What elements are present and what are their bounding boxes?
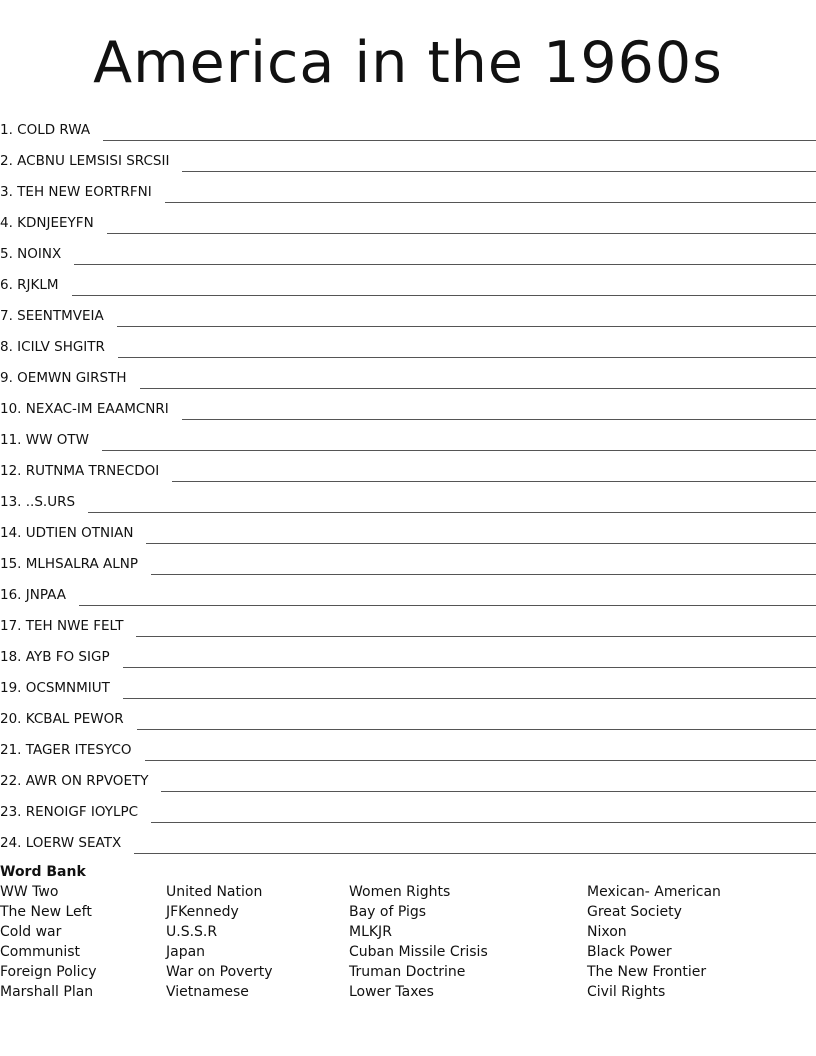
question-text: 13. ..S.URS (0, 494, 76, 510)
question-text: 23. RENOIGF IOYLPC (0, 804, 139, 820)
question-row (0, 173, 816, 204)
question-row (0, 607, 816, 638)
question-row (0, 235, 816, 266)
answer-line[interactable] (145, 759, 816, 761)
word-bank-column (166, 882, 273, 1002)
question-row (0, 328, 816, 359)
word-bank-item: MLKJR (349, 924, 392, 940)
question-text: 3. TEH NEW EORTRFNI (0, 184, 152, 200)
answer-line[interactable] (123, 697, 816, 699)
word-bank-item: The New Frontier (587, 964, 707, 980)
word-bank (0, 862, 816, 1002)
question-text: 1. COLD RWA (0, 122, 91, 138)
word-bank-item: Foreign Policy (0, 964, 97, 980)
question-row (0, 793, 816, 824)
question-text: 6. RJKLM (0, 277, 59, 293)
answer-line[interactable] (72, 294, 816, 296)
question-row (0, 266, 816, 297)
question-text: 5. NOINX (0, 246, 62, 262)
word-bank-item: WW Two (0, 884, 59, 900)
question-row (0, 359, 816, 390)
answer-line[interactable] (123, 666, 816, 668)
word-bank-title: Word Bank (0, 864, 86, 880)
question-text: 2. ACBNU LEMSISI SRCSII (0, 153, 170, 169)
question-row (0, 514, 816, 545)
question-text: 18. AYB FO SIGP (0, 649, 110, 665)
word-bank-item: Nixon (587, 924, 627, 940)
word-bank-item: U.S.S.R (166, 924, 218, 940)
answer-line[interactable] (140, 387, 816, 389)
question-text: 21. TAGER ITESYCO (0, 742, 132, 758)
answer-line[interactable] (151, 821, 816, 823)
word-bank-item: United Nation (166, 884, 263, 900)
question-text: 9. OEMWN GIRSTH (0, 370, 127, 386)
answer-line[interactable] (74, 263, 816, 265)
answer-line[interactable] (103, 139, 816, 141)
question-row (0, 111, 816, 142)
question-text: 19. OCSMNMIUT (0, 680, 110, 696)
question-row (0, 142, 816, 173)
word-bank-column (349, 882, 488, 1002)
word-bank-item: Communist (0, 944, 81, 960)
word-bank-item: Cold war (0, 924, 62, 940)
question-text: 7. SEENTMVEIA (0, 308, 104, 324)
question-text: 22. AWR ON RPVOETY (0, 773, 149, 789)
word-bank-item: Civil Rights (587, 984, 666, 1000)
word-bank-column (0, 882, 97, 1002)
answer-line[interactable] (79, 604, 816, 606)
word-bank-item: Women Rights (349, 884, 451, 900)
question-row (0, 421, 816, 452)
question-row (0, 638, 816, 669)
question-text: 17. TEH NWE FELT (0, 618, 124, 634)
word-bank-item: Vietnamese (166, 984, 249, 1000)
question-list (0, 111, 816, 855)
word-bank-item: Truman Doctrine (349, 964, 466, 980)
question-text: 24. LOERW SEATX (0, 835, 122, 851)
question-row (0, 204, 816, 235)
question-text: 16. JNPAA (0, 587, 66, 603)
answer-line[interactable] (117, 325, 816, 327)
answer-line[interactable] (137, 728, 816, 730)
word-bank-item: JFKennedy (166, 904, 239, 920)
word-bank-item: Japan (166, 944, 206, 960)
answer-line[interactable] (118, 356, 816, 358)
word-bank-item: Great Society (587, 904, 682, 920)
word-bank-item: Cuban Missile Crisis (349, 944, 488, 960)
question-text: 8. ICILV SHGITR (0, 339, 105, 355)
question-row (0, 762, 816, 793)
answer-line[interactable] (134, 852, 816, 854)
answer-line[interactable] (102, 449, 816, 451)
question-row (0, 576, 816, 607)
word-bank-item: The New Left (0, 904, 92, 920)
answer-line[interactable] (146, 542, 816, 544)
question-row (0, 483, 816, 514)
answer-line[interactable] (107, 232, 816, 234)
word-bank-item: Mexican- American (587, 884, 721, 900)
page-title: America in the 1960s (93, 30, 723, 96)
word-bank-item: Lower Taxes (349, 984, 434, 1000)
word-bank-item: Black Power (587, 944, 672, 960)
question-row (0, 297, 816, 328)
word-bank-item: War on Poverty (166, 964, 273, 980)
question-row (0, 700, 816, 731)
question-text: 20. KCBAL PEWOR (0, 711, 124, 727)
word-bank-item: Marshall Plan (0, 984, 94, 1000)
answer-line[interactable] (172, 480, 816, 482)
question-row (0, 390, 816, 421)
answer-line[interactable] (165, 201, 816, 203)
answer-line[interactable] (136, 635, 816, 637)
question-text: 12. RUTNMA TRNECDOI (0, 463, 160, 479)
answer-line[interactable] (182, 418, 816, 420)
word-bank-column (587, 882, 721, 1002)
answer-line[interactable] (161, 790, 816, 792)
question-text: 4. KDNJEEYFN (0, 215, 94, 231)
word-bank-item: Bay of Pigs (349, 904, 427, 920)
question-text: 14. UDTIEN OTNIAN (0, 525, 134, 541)
answer-line[interactable] (182, 170, 816, 172)
question-row (0, 824, 816, 855)
question-row (0, 545, 816, 576)
question-text: 15. MLHSALRA ALNP (0, 556, 139, 572)
question-text: 11. WW OTW (0, 432, 89, 448)
question-row (0, 731, 816, 762)
question-row (0, 452, 816, 483)
word-bank-grid (0, 882, 816, 1002)
answer-line[interactable] (151, 573, 816, 575)
question-row (0, 669, 816, 700)
question-text: 10. NEXAC-IM EAAMCNRI (0, 401, 169, 417)
answer-line[interactable] (88, 511, 816, 513)
